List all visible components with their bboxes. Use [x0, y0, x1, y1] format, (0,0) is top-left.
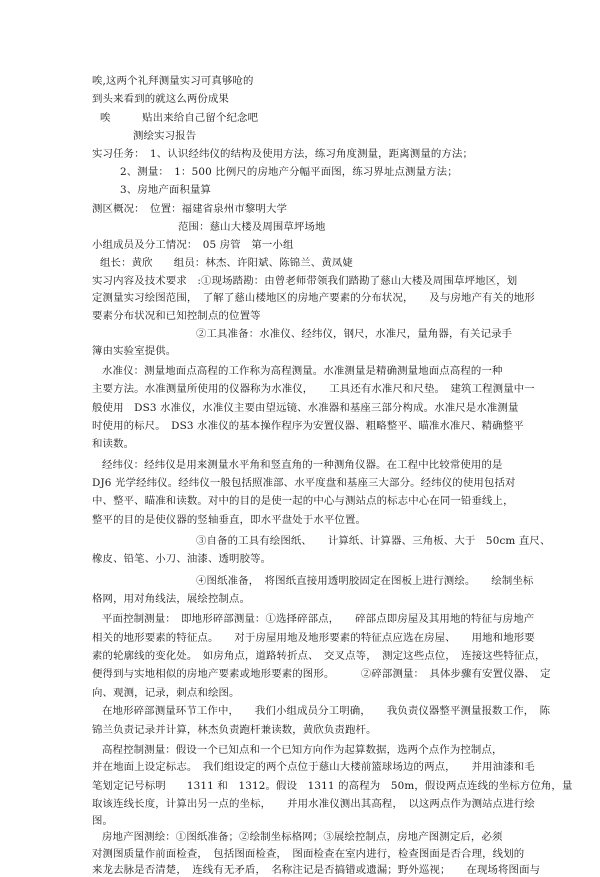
intro-line-1: 唉,这两个礼拜测量实习可真够呛的 — [92, 75, 254, 87]
division-line-2: 锦兰负责记录并计算，林杰负责跑杆兼读数，黄欣负责跑杆。 — [92, 724, 377, 736]
task-line-2: 2、测量： 1：500 比例尺的房地产分幅平面图，练习界址点测量方法； — [120, 166, 458, 178]
paper-prep-line-1: ④图纸准备， 将图纸直接用透明胶固定在图板上进行测绘。 绘制坐标 — [196, 575, 534, 587]
elevation-line-2: 并在地面上设定标志。 我们组设定的两个点位于慈山大楼前篮球场边的两点， 并用油漆和毛 — [92, 761, 535, 773]
map-line-3: 来龙去脉是否清楚， 连线有无矛盾， 名称注记是否搞错或遗漏；野外巡视； 在现场将图面与 — [92, 864, 541, 876]
task-line-1: 实习任务： 1、认识经纬仪的结构及使用方法，练习角度测量，距离测量的方法； — [92, 148, 474, 160]
control-line-2: 相关的地形要素的特征点。 对于房屋用地及地形要素的特征点应选在房屋、 用地和地形要 — [92, 632, 535, 644]
theodolite-line-4: 整平的目的是使仪器的竖轴垂直，即水平盘处于水平位置。 — [92, 514, 367, 526]
area-range: 范围：慈山大楼及周围草坪场地 — [178, 221, 326, 233]
area-location: 测区概况： 位置：福建省泉州市黎明大学 — [92, 203, 288, 215]
control-line-3: 素的轮廓线的变化处。 如房角点，道路转折点、 交叉点等， 测定这些点位， 连接这些特征点， — [92, 650, 546, 662]
report-title: 测绘实习报告 — [133, 130, 197, 142]
map-line-2: 对测图质量作前面检查， 包括图面检查， 图面检查在室内进行，检查图面是否合理，线划的 — [92, 848, 525, 860]
intro-line-3: 唉 贴出来给自己留个纪念吧 — [100, 112, 259, 124]
control-line-4: 便得到与实地相似的房地产要素或地形要素的图形。 ②碎部测量： 具体步骤有安置仪器、 定 — [92, 668, 551, 680]
tools-line-1: ②工具准备：水准仪、经纬仪，钢尺，水准尺，量角器，有关记录手 — [196, 328, 513, 340]
content-line-1: 实习内容及技术要求 :①现场踏勘：由曾老师带领我们踏勘了慈山大楼及周围草坪地区，划 — [92, 275, 518, 287]
level-line-4: 时使用的标尺。 DS3 水准仪的基本操作程序为安置仪器、粗略整平、瞄准水准尺、精确整平 — [92, 420, 524, 432]
own-tools-line-2: 橡皮、铅笔、小刀、油漆、透明胶等。 — [92, 553, 272, 565]
theodolite-line-3: 中、整平、瞄准和读数。对中的目的是使一起的中心与测站点的标志中心在同一铅垂线上， — [92, 495, 514, 507]
division-line-1: 在地形碎部测量环节工作中， 我们小组成员分工明确， 我负责仪器整平测量报数工作， 陈 — [102, 705, 551, 717]
level-line-1: 水准仪：测量地面点高程的工作称为高程测量。水准测量是精确测量地面点高程的一种 — [102, 365, 503, 377]
level-line-5: 和读数。 — [92, 438, 135, 450]
control-line-1: 平面控制测量： 即地形碎部测量：①选择碎部点， 碎部点即房屋及其用地的特征与房地产 — [102, 613, 535, 625]
elevation-line-3: 笔划定记号标明 1311 和 1312。假设 1311 的高程为 50m，假设两点连线的坐标方位角，量 — [92, 780, 573, 792]
elevation-line-5: 图。 — [92, 815, 114, 827]
theodolite-line-1: 经纬仪：经纬仪是用来测量水平角和竖直角的一种测角仪器。在工程中比较常使用的是 — [102, 459, 503, 471]
group-members: 组长：黄欣 组员：林杰、许阳斌、陈锦兰、黄凤婕 — [100, 257, 353, 269]
own-tools-line-1: ③自备的工具有绘图纸、 计算纸、计算器、三角板、大于 50cm 直尺、 — [196, 535, 551, 547]
level-line-3: 般使用 DS3 水准仪，水准仪主要由望远镜、水准器和基座三部分构成。水准尺是水准测量 — [92, 402, 519, 414]
content-line-3: 要素分布状况和已知控制点的位置等 — [92, 310, 261, 322]
theodolite-line-2: DJ6 光学经纬仪。经纬仪一般包括照准部、水平度盘和基座三大部分。经纬仪的使用包括对 — [92, 477, 516, 489]
level-line-2: 主要方法。水准测量所使用的仪器称为水准仪， 工具还有水准尺和尺垫。 建筑工程测量中一 — [92, 383, 535, 395]
paper-prep-line-2: 格网，用对角线法，展绘控制点。 — [92, 593, 251, 605]
task-line-3: 3、房地产面积量算 — [120, 184, 212, 196]
elevation-line-4: 取该连线长度，计算出另一点的坐标， 并用水准仪测出其高程， 以这两点作为测站点进行绘 — [92, 798, 535, 810]
elevation-line-1: 高程控制测量：假设一个已知点和一个已知方向作为起算数据，选两个点作为控制点， — [102, 744, 503, 756]
group-info: 小组成员及分工情况： 05 房管 第一小组 — [92, 239, 294, 251]
content-line-2: 定测量实习绘图范围， 了解了慈山楼地区的房地产要素的分布状况， 及与房地产有关的地形 — [92, 292, 535, 304]
tools-line-2: 簿由实验室提供。 — [92, 345, 177, 357]
map-line-1: 房地产图测绘：①图纸准备；②绘制坐标格网；③展绘控制点，房地产图测定后，必须 — [102, 831, 503, 843]
control-line-5: 向、观测，记录，刺点和绘图。 — [92, 687, 240, 699]
intro-line-2: 到头来看到的就这么两份成果 — [92, 93, 230, 105]
